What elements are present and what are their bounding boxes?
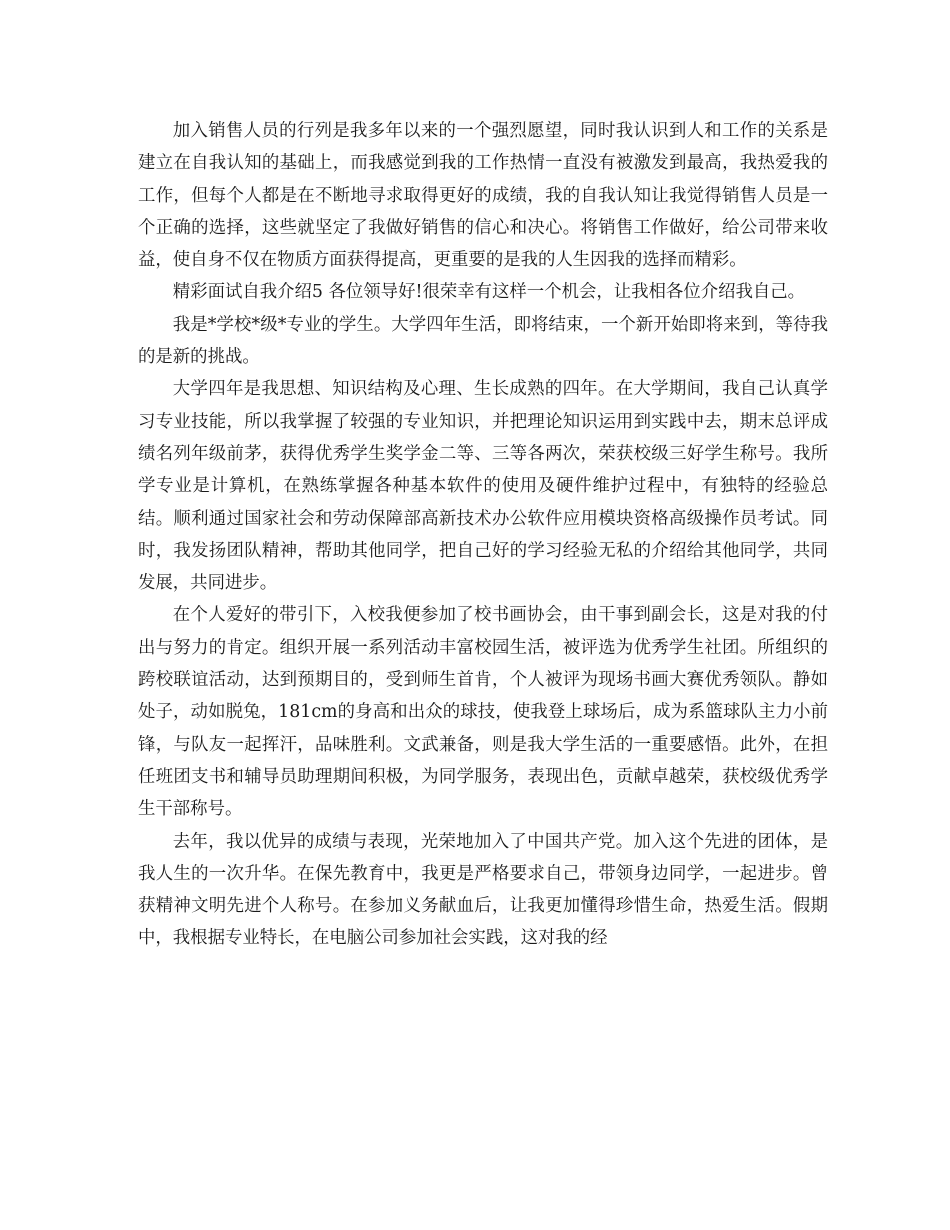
- document-body: [138, 115, 828, 955]
- paragraph-student-identity: 我是*学校*级*专业的学生。大学四年生活，即将结束，一个新开始即将来到，等待我的是新的挑战。: [138, 314, 828, 368]
- paragraph-interview-greeting: 精彩面试自我介绍5 各位领导好!很荣幸有这样一个机会，让我相各位介绍我自己。: [172, 282, 806, 303]
- paragraph-university-studies: 大学四年是我思想、知识结构及心理、生长成熟的四年。在大学期间，我自己认真学习专业技能，所以我掌握了较强的专业知识，并把理论知识运用到实践中去，期末总评成绩名列年级前茅，获得优秀学生奖学金二等、三等各两次，荣获校级三好学生称号。我所学专业是计算机，在熟练掌握各种基本软件的使用及硬件维护过程中，有独特的经验总结。顺利通过国家社会和劳动保障部高新技术办公软件应用模块资格高级操作员考试。同时，我发扬团队精神，帮助其他同学，把自己好的学习经验无私的介绍给其他同学，共同发展，共同进步。: [138, 379, 828, 594]
- paragraph-sales-aspiration: 加入销售人员的行列是我多年以来的一个强烈愿望，同时我认识到人和工作的关系是建立在自我认知的基础上，而我感觉到我的工作热情一直没有被激发到最高，我热爱我的工作，但每个人都是在不断地寻求取得更好的成绩，我的自我认知让我觉得销售人员是一个正确的选择，这些就坚定了我做好销售的信心和决心。将销售工作做好，给公司带来收益，使自身不仅在物质方面获得提高，更重要的是我的人生因我的选择而精彩。: [138, 121, 828, 271]
- paragraph-party-membership: 去年，我以优异的成绩与表现，光荣地加入了中国共产党。加入这个先进的团体，是我人生的一次升华。在保先教育中，我更是严格要求自己，带领身边同学，一起进步。曾获精神文明先进个人称号。在参加义务献血后，让我更加懂得珍惜生命，热爱生活。假期中，我根据专业特长，在电脑公司参加社会实践，这对我的经: [138, 831, 828, 949]
- paragraph-hobbies-activities: 在个人爱好的带引下，入校我便参加了校书画协会，由干事到副会长，这是对我的付出与努力的肯定。组织开展一系列活动丰富校园生活，被评选为优秀学生社团。所组织的跨校联谊活动，达到预期目的，受到师生首肯，个人被评为现场书画大赛优秀领队。静如处子，动如脱兔，181cm的身高和出众的球技，使我登上球场后，成为系篮球队主力小前锋，与队友一起挥汗，品味胜利。文武兼备，则是我大学生活的一重要感悟。此外，在担任班团支书和辅导员助理期间积极，为同学服务，表现出色，贡献卓越荣，获校级优秀学生干部称号。: [138, 605, 828, 820]
